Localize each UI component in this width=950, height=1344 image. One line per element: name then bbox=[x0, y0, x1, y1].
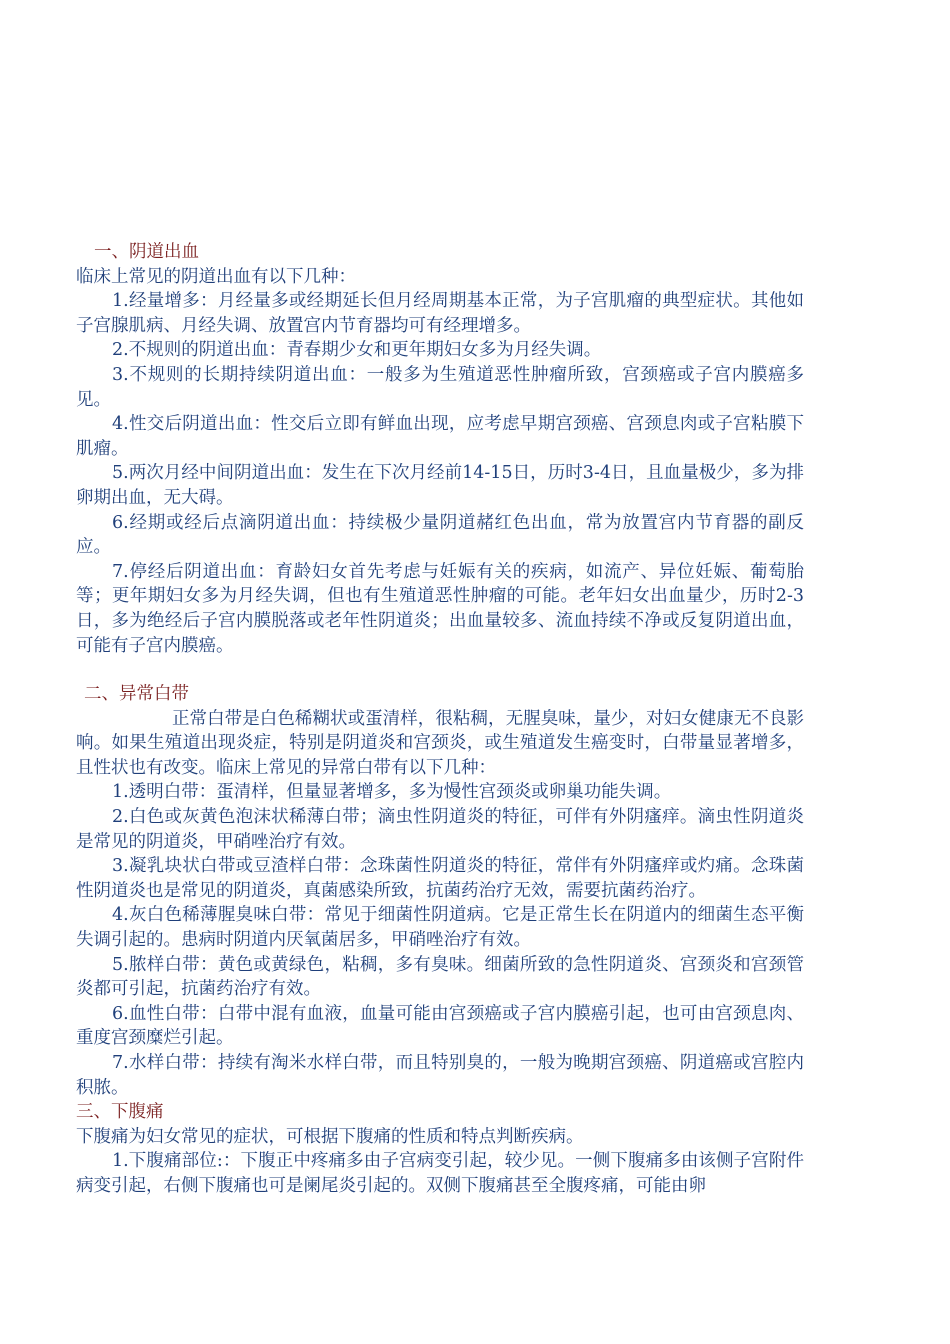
list-item: 1.下腹痛部位:：下腹正中疼痛多由子宫病变引起，较少见。一侧下腹痛多由该侧子宫附件病变引起，右侧下腹痛也可是阑尾炎引起的。双侧下腹痛甚至全腹疼痛，可能由卵 bbox=[76, 1151, 804, 1196]
list-item: 6.经期或经后点滴阴道出血：持续极少量阴道赭红色出血，常为放置宫内节育器的副反应。 bbox=[76, 512, 804, 558]
section-intro: 正常白带是白色稀糊状或蛋清样，很粘稠，无腥臭味，量少，对妇女健康无不良影响。如果生殖道出现炎症，特别是阴道炎和宫颈炎，或生殖道发生癌变时，白带量显著增多，且性状也有改变。临床上常见的异常白带有以下几种： bbox=[76, 708, 804, 778]
list-item: 7.水样白带：持续有淘米水样白带，而且特别臭的，一般为晚期宫颈癌、阴道癌或宫腔内积脓。 bbox=[76, 1053, 804, 1098]
section-abnormal-discharge bbox=[76, 682, 804, 1100]
list-item: 3.凝乳块状白带或豆渣样白带：念珠菌性阴道炎的特征，常伴有外阴瘙痒或灼痛。念珠菌性阴道炎也是常见的阴道炎，真菌感染所致，抗菌药治疗无效，需要抗菌药治疗。 bbox=[76, 856, 804, 901]
section-heading: 二、异常白带 bbox=[84, 684, 189, 705]
section-lower-abdominal-pain bbox=[76, 1100, 804, 1198]
list-item: 1.经量增多：月经量多或经期延长但月经周期基本正常，为子宫肌瘤的典型症状。其他如子宫腺肌病、月经失调、放置宫内节育器均可有经理增多。 bbox=[76, 291, 804, 336]
list-item: 2.不规则的阴道出血：青春期少女和更年期妇女多为月经失调。 bbox=[112, 340, 602, 361]
section-intro: 临床上常见的阴道出血有以下几种： bbox=[76, 266, 356, 287]
section-heading: 三、下腹痛 bbox=[76, 1102, 164, 1123]
list-item: 3.不规则的长期持续阴道出血：一般多为生殖道恶性肿瘤所致，宫颈癌或子宫内膜癌多见。 bbox=[76, 364, 804, 410]
list-item: 6.血性白带：白带中混有血液，血量可能由宫颈癌或子宫内膜癌引起，也可由宫颈息肉、重度宫颈糜烂引起。 bbox=[76, 1003, 804, 1049]
document-body bbox=[76, 240, 804, 1199]
list-item: 5.两次月经中间阴道出血：发生在下次月经前14-15日，历时3-4日，且血量极少，多为排卵期出血，无大碍。 bbox=[76, 463, 804, 508]
section-vaginal-bleeding bbox=[76, 240, 804, 658]
section-heading: 一、阴道出血 bbox=[94, 242, 199, 262]
list-item: 4.性交后阴道出血：性交后立即有鲜血出现，应考虑早期宫颈癌、宫颈息肉或子宫粘膜下肌瘤。 bbox=[76, 414, 804, 459]
list-item: 2.白色或灰黄色泡沫状稀薄白带；滴虫性阴道炎的特征，可伴有外阴瘙痒。滴虫性阴道炎是常见的阴道炎，甲硝唑治疗有效。 bbox=[76, 807, 804, 852]
list-item: 5.脓样白带：黄色或黄绿色，粘稠，多有臭味。细菌所致的急性阴道炎、宫颈炎和宫颈管炎都可引起，抗菌药治疗有效。 bbox=[76, 954, 804, 1000]
section-intro: 下腹痛为妇女常见的症状，可根据下腹痛的性质和特点判断疾病。 bbox=[76, 1126, 584, 1147]
list-item: 7.停经后阴道出血：育龄妇女首先考虑与妊娠有关的疾病，如流产、异位妊娠、葡萄胎等；更年期妇女多为月经失调，但也有生殖道恶性肿瘤的可能。老年妇女出血量少，历时2-3日，多为绝经后子宫内膜脱落或老年性阴道炎；出血量较多、流血持续不净或反复阴道出血，可能有子宫内膜癌。 bbox=[76, 561, 804, 656]
list-item: 4.灰白色稀薄腥臭味白带：常见于细菌性阴道病。它是正常生长在阴道内的细菌生态平衡失调引起的。患病时阴道内厌氧菌居多，甲硝唑治疗有效。 bbox=[76, 905, 804, 951]
list-item: 1.透明白带：蛋清样，但量显著增多，多为慢性宫颈炎或卵巢功能失调。 bbox=[112, 782, 672, 803]
